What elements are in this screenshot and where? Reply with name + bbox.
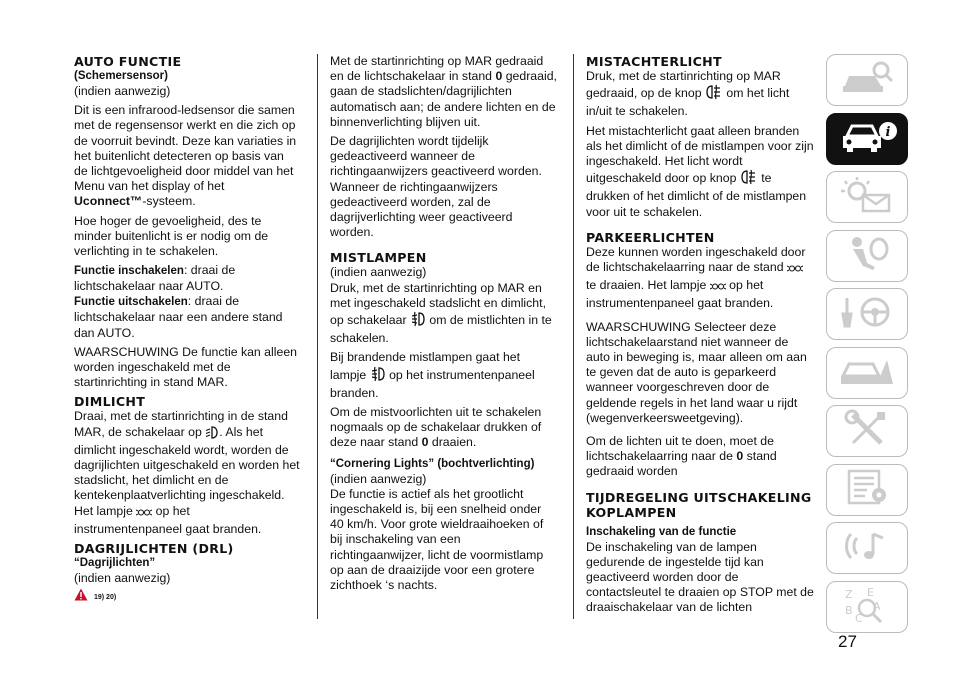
availability-note: (indien aanwezig) [74, 571, 171, 586]
front-fog-light-icon [410, 311, 426, 331]
heading-drl: DAGRIJLICHTEN (DRL) [74, 541, 234, 557]
tab-index[interactable] [826, 581, 908, 633]
tab-car-search[interactable] [826, 54, 908, 106]
paragraph-rear-fog-cond [586, 124, 814, 220]
subheading-inschakeling: Inschakeling van de functie [586, 525, 737, 538]
text: Het mistachterlicht gaat alleen branden als het dimlicht of de mistlampen voor zijn ingeschakeld. Het licht wordt uitgeschakeld door op knop [586, 123, 814, 186]
availability-note: (indien aanwezig) [330, 265, 427, 280]
text: op het instrumentenpaneel gaat branden. [74, 503, 262, 536]
side-lights-icon [136, 507, 152, 522]
svg-text:B: B [845, 604, 853, 617]
paragraph-warning: WAARSCHUWING De functie kan alleen worden ingeschakeld met de startinrichting in stand MAR. [74, 344, 298, 390]
tab-car-crash[interactable] [826, 347, 908, 399]
text: stand gedraaid worden [586, 449, 777, 479]
text: draaien. [428, 435, 477, 450]
text: . Als het dimlicht ingeschakeld wordt, worden de dagrijlichten uitgeschakeld en worden het stadslicht, het dimlicht en de kentekenplaatverlichting ingeschakeld. Het lampje [74, 424, 300, 518]
rear-fog-light-icon [705, 84, 723, 104]
paragraph-park-off [586, 434, 814, 480]
tab-airbag[interactable] [826, 230, 908, 282]
text: : draai de lichtschakelaar naar een andere stand dan AUTO. [74, 294, 283, 340]
paragraph-enable [74, 263, 300, 294]
svg-text:E: E [867, 586, 874, 599]
lights-warning-icon [837, 175, 897, 220]
paragraph-disable [74, 294, 300, 340]
text: : draai de lichtschakelaar naar AUTO. [74, 263, 236, 294]
text: Om de lichten uit te doen, moet de lichtschakelaarring naar de [586, 434, 774, 464]
airbag-person-icon [837, 233, 897, 278]
text: Om de mistvoorlichten uit te schakelen nogmaals op de schakelaar drukken of deze naar stand [330, 405, 542, 450]
front-fog-lamp-icon [370, 366, 386, 386]
tab-maintenance[interactable] [826, 405, 908, 457]
tab-multimedia[interactable] [826, 522, 908, 574]
paragraph-mist-on [330, 281, 558, 347]
parking-lights-icon [787, 263, 803, 278]
text: Druk, met de startinrichting op MAR en met ingeschakeld stadslicht en dimlicht, op schakelaar [330, 280, 546, 328]
subheading-schemersensor: (Schemersensor) [74, 70, 168, 82]
paragraph-cornering: De functie is actief als het grootlicht ingeschakeld is, bij een snelheid onder 40 km/h. Voor grote wieldraaihoeken of bij inschakeling van een richtingaanwijzer, licht de voormistlamp op aan de draaizijde voor een grotere zichthoek ‘s nachts. [330, 486, 544, 593]
text: te draaien. Het lampje [586, 278, 710, 293]
dipped-beam-icon [205, 426, 219, 443]
alphabet-search-icon [837, 584, 897, 629]
warning-refs: 19) 20) [94, 594, 117, 602]
wrench-screwdriver-icon [837, 409, 897, 454]
steering-wheel-icon [837, 292, 897, 337]
paragraph-drl-indicators: De dagrijlichten wordt tijdelijk gedeactiveerd wanneer de richtingaanwijzers geactiveerd worden. Wanneer de richtingaanwijzers gedeactiveerd worden, zal de dagrijverlichting weer geactiveerd worden. [330, 134, 542, 240]
text: Druk, met de startinrichting op MAR gedraaid, op de knop [586, 69, 781, 101]
column-right [586, 54, 814, 620]
subheading-dagrijlichten: “Dagrijlichten” [74, 557, 156, 570]
paragraph-park-warning: WAARSCHUWING Selecteer deze lichtschakelaarstand niet wanneer de auto in beweging is, maar alleen om aan te geven dat de auto is geparkeerd wanneer voorgeschreven door de geldende regels in het land waar u rijdt (wegenverkeersweetgeving). [586, 319, 807, 425]
car-crash-icon [837, 350, 897, 395]
stand-zero: 0 [495, 69, 503, 84]
text: om de mistlichten in te schakelen. [330, 313, 552, 346]
availability-note: (indien aanwezig) [330, 471, 427, 486]
warning-reference [74, 588, 300, 607]
label-enable: Functie inschakelen [74, 265, 184, 278]
text: om het licht in/uit te schakelen. [586, 86, 790, 119]
car-info-icon [837, 116, 897, 161]
text: Bij brandende mistlampen gaat het lampje [330, 350, 521, 382]
heading-mistlampen: MISTLAMPEN [330, 250, 427, 266]
text: op het instrumentenpaneel branden. [330, 367, 535, 400]
stand-zero: 0 [421, 435, 429, 450]
column-middle [330, 54, 558, 597]
paragraph-park-on [586, 245, 814, 312]
tab-lights-warning[interactable] [826, 171, 908, 223]
stand-zero: 0 [736, 449, 744, 464]
paragraph-sensitivity: Hoe hoger de gevoeligheid, des te minder buitenlicht is er nodig om de verlichting in te schakelen. [74, 213, 269, 259]
paragraph-drl-auto [330, 54, 558, 130]
paragraph-mist-lamp [330, 350, 558, 401]
svg-text:C: C [855, 612, 863, 624]
tab-car-info[interactable] [826, 113, 908, 165]
paragraph-rear-fog [586, 69, 814, 120]
tab-steering[interactable] [826, 288, 908, 340]
text: gedraaid, gaan de stadslichten/dagrijlichten automatisch aan; de andere lichten en de binnenverlichting blijven uit. [330, 69, 557, 129]
chapter-tabs [826, 54, 908, 639]
list-gear-icon [837, 467, 897, 512]
text: te drukken of het dimlicht of de mistlampen voor uit te schakelen. [586, 171, 807, 219]
text: Met de startinrichting op MAR gedraaid en de lichtschakelaar in stand [330, 54, 544, 84]
column-divider [317, 54, 318, 619]
svg-text:Z: Z [845, 588, 853, 601]
heading-tijdregeling: TIJDREGELING UITSCHAKELING KOPLAMPEN [586, 489, 812, 520]
uconnect-label: Uconnect™ [74, 194, 143, 209]
column-left [74, 54, 300, 607]
paragraph-dimlicht [74, 409, 300, 537]
svg-text:A: A [873, 600, 881, 613]
parking-lamp-icon [710, 281, 726, 296]
page-number: 27 [838, 632, 857, 651]
paragraph-sensor [74, 103, 300, 209]
warning-triangle-icon [74, 588, 88, 607]
availability-note: (indien aanwezig) [74, 84, 171, 98]
heading-mistachterlicht: MISTACHTERLICHT [586, 54, 722, 69]
column-divider [573, 54, 574, 619]
svg-text:i: i [885, 125, 891, 140]
tab-technical-data[interactable] [826, 464, 908, 516]
text: Dit is een infrarood-ledsensor die samen met de regensensor werkt en die zich op de voorruit bevindt. Deze kan variaties in het buitenlicht detecteren op basis van de lichtgevoeligheid door middel van het Menu van het display of het [74, 103, 297, 194]
text: op het instrumentenpaneel gaat branden. [586, 278, 774, 311]
paragraph-tijdregeling: De inschakeling van de lampen gedurende de ingestelde tijd kan geactiveerd worden door de contactsleutel te draaien op STOP met de draaischakelaar van de lichten [586, 539, 814, 615]
paragraph-mist-off [330, 405, 558, 451]
car-search-icon [837, 58, 897, 103]
text: Deze kunnen worden ingeschakeld door de lichtschakelaarring naar de stand [586, 244, 806, 275]
heading-parkeerlichten: PARKEERLICHTEN [586, 229, 715, 245]
label-disable: Functie uitschakelen [74, 296, 188, 309]
subheading-cornering: “Cornering Lights” (bochtverlichting) [330, 457, 535, 470]
phone-music-icon [837, 526, 897, 571]
text: Draai, met de startinrichting in de stand MAR, de schakelaar op [74, 409, 288, 439]
rear-fog-button-icon [740, 169, 758, 189]
heading-dimlicht: DIMLICHT [74, 394, 146, 410]
text: -systeem. [142, 194, 196, 209]
heading-auto-functie: AUTO FUNCTIE [74, 54, 182, 69]
